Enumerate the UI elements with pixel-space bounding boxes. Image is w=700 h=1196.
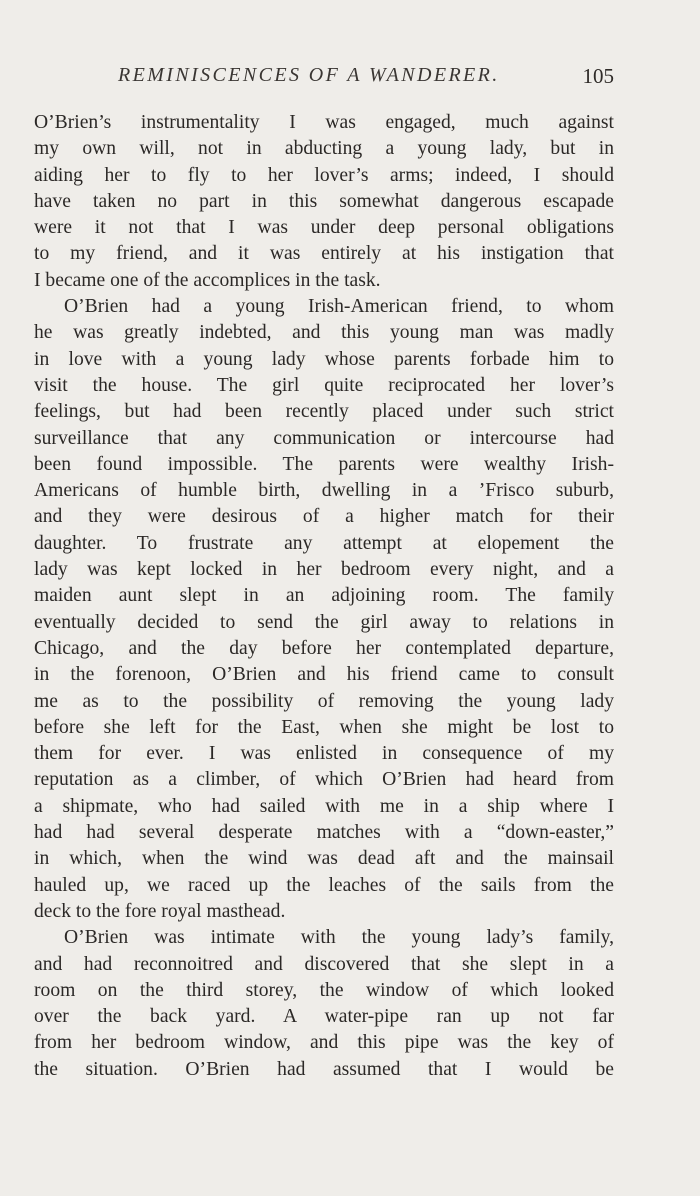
running-head — [34, 64, 614, 92]
text-line: room on the third storey, the window of which looked — [34, 979, 614, 1001]
text-line: over the back yard. A water-pipe ran up not far — [34, 1006, 614, 1028]
text-line: them for ever. I was enlisted in consequence of my — [34, 743, 614, 765]
text-line: and had reconnoitred and discovered that she slept in a — [34, 953, 614, 975]
text-line: I became one of the accomplices in the task. — [34, 269, 381, 291]
text-line: deck to the fore royal masthead. — [34, 900, 286, 922]
text-line: maiden aunt slept in an adjoining room. The family — [34, 585, 614, 607]
text-line: O’Brien was intimate with the young lady’s family, — [64, 927, 614, 949]
text-line: Chicago, and the day before her contemplated departure, — [34, 637, 614, 659]
text-line: surveillance that any communication or intercourse had — [34, 427, 614, 449]
text-line: lady was kept locked in her bedroom every night, and a — [34, 559, 614, 581]
running-title: REMINISCENCES OF A WANDERER. — [118, 64, 500, 86]
text-line: aiding her to fly to her lover’s arms; indeed, I should — [34, 164, 614, 186]
text-line: were it not that I was under deep personal obligations — [34, 217, 614, 239]
text-line: to my friend, and it was entirely at his instigation that — [34, 243, 614, 265]
text-line: visit the house. The girl quite reciprocated her lover’s — [34, 374, 614, 396]
text-line: my own will, not in abducting a young lady, but in — [34, 138, 614, 160]
text-line: a shipmate, who had sailed with me in a ship where I — [34, 795, 614, 817]
text-line: he was greatly indebted, and this young man was madly — [34, 322, 614, 344]
text-line: O’Brien had a young Irish-American friend, to whom — [64, 296, 614, 318]
text-line: from her bedroom window, and this pipe was the key of — [34, 1032, 614, 1054]
text-line: reputation as a climber, of which O’Brien had heard from — [34, 769, 614, 791]
text-line: daughter. To frustrate any attempt at elopement the — [34, 532, 614, 554]
text-line: had had several desperate matches with a “down-easter,” — [34, 822, 614, 844]
text-line: hauled up, we raced up the leaches of the sails from the — [34, 874, 614, 896]
text-line: feelings, but had been recently placed under such strict — [34, 401, 614, 423]
text-line: and they were desirous of a higher match for their — [34, 506, 614, 528]
text-line: been found impossible. The parents were wealthy Irish- — [34, 453, 614, 475]
text-line: me as to the possibility of removing the young lady — [34, 690, 614, 712]
text-line: in love with a young lady whose parents forbade him to — [34, 348, 614, 370]
text-line: in the forenoon, O’Brien and his friend came to consult — [34, 664, 614, 686]
text-line: in which, when the wind was dead aft and the mainsail — [34, 848, 614, 870]
page-number: 105 — [582, 64, 614, 88]
body-text — [34, 110, 614, 1083]
text-line: have taken no part in this somewhat dangerous escapade — [34, 190, 614, 212]
text-line: before she left for the East, when she might be lost to — [34, 716, 614, 738]
text-line: the situation. O’Brien had assumed that I would be — [34, 1058, 614, 1080]
text-line: O’Brien’s instrumentality I was engaged, much against — [34, 112, 614, 133]
text-line: eventually decided to send the girl away to relations in — [34, 611, 614, 633]
text-line: Americans of humble birth, dwelling in a ’Frisco suburb, — [34, 480, 614, 502]
